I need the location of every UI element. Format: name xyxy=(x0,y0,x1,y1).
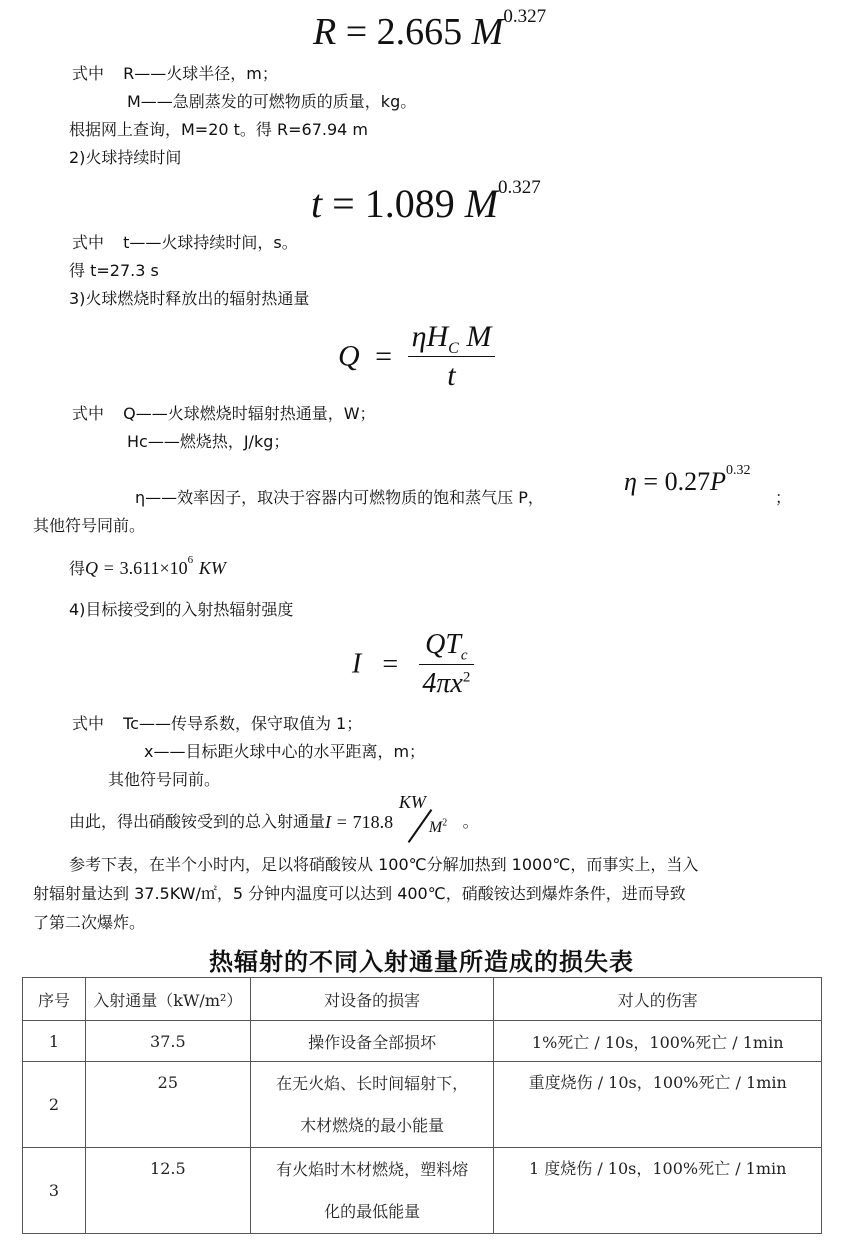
formula4-numsub: c xyxy=(460,647,468,664)
row3-people: 1 度烧伤 / 10s，100%死亡 / 1min xyxy=(494,1148,822,1234)
result-i-eq: = xyxy=(336,812,347,832)
row3-equipment-line1: 有火焰时木材燃烧，塑料熔 xyxy=(276,1159,469,1179)
header-equipment: 对设备的损害 xyxy=(250,978,494,1021)
formula1-eq: = xyxy=(345,11,368,53)
formula3-eq: = xyxy=(375,339,393,373)
result-i xyxy=(69,792,479,842)
row2-people: 重度烧伤 / 10s，100%死亡 / 1min xyxy=(494,1062,822,1148)
row3-equipment xyxy=(250,1148,494,1234)
def3-prefix: 式中 xyxy=(72,404,105,423)
def4-line1 xyxy=(72,714,362,734)
paragraph-line3: 了第二次爆炸。 xyxy=(33,913,146,932)
row1-no: 1 xyxy=(23,1021,86,1062)
row2-flux: 25 xyxy=(85,1062,250,1148)
row2-equipment-line1: 在无火焰、长时间辐射下， xyxy=(276,1073,469,1093)
heading-intensity: 4)目标接受到的入射热辐射强度 xyxy=(69,600,294,619)
result-i-prefix: 由此，得出硝酸铵受到的总入射通量 xyxy=(69,812,326,831)
row2-equipment xyxy=(250,1062,494,1148)
eta-tail: ； xyxy=(775,488,792,507)
def1-line1 xyxy=(72,64,278,84)
row3-no: 3 xyxy=(23,1148,86,1234)
def3-line1 xyxy=(72,404,376,424)
table-header-row xyxy=(23,978,822,1021)
eta-var: P xyxy=(710,467,726,496)
others-same-1: 其他符号同前。 xyxy=(33,516,146,535)
formula4-fraction xyxy=(419,628,473,701)
result-q xyxy=(69,556,226,581)
formula4-den: 4πx xyxy=(422,668,463,699)
def4-others: 其他符号同前。 xyxy=(108,770,221,789)
def3-q: Q——火球燃烧时辐射热通量，W； xyxy=(123,404,376,423)
table-row xyxy=(23,1021,822,1062)
formula4-lhs: I xyxy=(352,648,362,680)
table-row xyxy=(23,1062,822,1148)
result-i-unit xyxy=(398,792,457,842)
formula1-lhs: R xyxy=(313,11,337,53)
header-flux: 入射通量（kW/m²） xyxy=(85,978,250,1021)
formula3-den: t xyxy=(447,359,456,392)
formula1-exp: 0.327 xyxy=(503,6,547,28)
row3-flux: 12.5 xyxy=(85,1148,250,1234)
formula3-lhs: Q xyxy=(338,339,360,373)
def1-mass: M——急剧蒸发的可燃物质的质量，kg。 xyxy=(127,92,417,111)
heading-heat-flux: 3)火球燃烧时释放出的辐射热通量 xyxy=(69,289,310,308)
row1-flux: 37.5 xyxy=(85,1021,250,1062)
eta-coef: 0.27 xyxy=(664,467,711,496)
formula-intensity xyxy=(352,628,474,701)
result-q-value: 3.611×10 xyxy=(119,558,188,578)
formula2-var: M xyxy=(464,181,499,226)
formula4-eq: = xyxy=(382,648,399,680)
formula4-denexp: 2 xyxy=(462,669,471,686)
loss-table xyxy=(22,977,822,1234)
formula1-coef: 2.665 xyxy=(376,11,463,53)
result-q-unit: KW xyxy=(198,558,226,578)
heading-duration: 2)火球持续时间 xyxy=(69,148,182,167)
formula3-h: H xyxy=(426,320,449,353)
formula2-eq: = xyxy=(332,181,355,226)
def2-line xyxy=(72,233,298,253)
result-i-lhs: I xyxy=(325,812,332,832)
paragraph-line1: 参考下表，在半个小时内，足以将硝酸铵从 100℃分解加热到 1000℃，而事实上，当入 xyxy=(69,855,699,874)
formula-efficiency xyxy=(624,463,751,498)
row1-equipment: 操作设备全部损坏 xyxy=(250,1021,494,1062)
def2-prefix: 式中 xyxy=(72,233,105,252)
line-query: 根据网上查询，M=20 t。得 R=67.94 m xyxy=(69,120,369,139)
def1-radius: R——火球半径，m； xyxy=(123,64,278,83)
def4-prefix: 式中 xyxy=(72,714,105,733)
result-i-value: 718.8 xyxy=(352,812,394,832)
header-no: 序号 xyxy=(23,978,86,1021)
paragraph-line2: 射辐射量达到 37.5KW/㎡，5 分钟内温度可以达到 400℃，硝酸铵达到爆炸条件，进而导致 xyxy=(33,884,686,903)
result-i-tail: 。 xyxy=(462,812,479,831)
formula3-m: M xyxy=(466,320,492,353)
result-i-unit-den: M xyxy=(428,819,443,836)
result-q-prefix: 得 xyxy=(69,559,86,578)
def3-hc: Hc——燃烧热，J/kg； xyxy=(127,432,290,451)
result-q-exp: 6 xyxy=(187,554,194,566)
result-q-lhs: Q xyxy=(85,558,99,578)
formula3-fraction xyxy=(408,320,496,393)
def4-x: x——目标距火球中心的水平距离，m； xyxy=(144,742,426,761)
table-row xyxy=(23,1148,822,1234)
formula2-coef: 1.089 xyxy=(364,181,455,226)
row2-equipment-line2: 木材燃烧的最小能量 xyxy=(300,1115,445,1135)
header-people: 对人的伤害 xyxy=(494,978,822,1021)
def3-eta: η——效率因子，取决于容器内可燃物质的饱和蒸气压 P， xyxy=(135,488,544,507)
formula2-lhs: t xyxy=(311,181,323,226)
formula4-num: QT xyxy=(425,629,461,660)
eta-eq: = xyxy=(643,467,659,496)
def2-duration: t——火球持续时间，s。 xyxy=(123,233,298,252)
result-q-eq: = xyxy=(103,558,114,578)
table-title: 热辐射的不同入射通量所造成的损失表 xyxy=(209,948,634,976)
formula3-hsub: C xyxy=(448,340,459,357)
formula-fireball-duration xyxy=(311,176,541,227)
formula1-var: M xyxy=(471,11,504,53)
def4-tc: Tc——传导系数，保守取值为 1； xyxy=(123,714,363,733)
formula2-exp: 0.327 xyxy=(498,176,541,198)
result-i-unit-num: KW xyxy=(398,792,426,812)
row2-no: 2 xyxy=(23,1062,86,1148)
eta-lhs: η xyxy=(624,467,637,496)
row3-equipment-line2: 化的最低能量 xyxy=(324,1201,421,1221)
result-t: 得 t=27.3 s xyxy=(69,261,159,280)
formula-fireball-radius xyxy=(313,6,547,54)
eta-exp: 0.32 xyxy=(725,463,751,479)
def1-prefix: 式中 xyxy=(72,64,105,83)
row1-people: 1%死亡 / 10s，100%死亡 / 1min xyxy=(494,1021,822,1062)
formula3-eta: η xyxy=(411,320,427,353)
result-i-unit-exp: 2 xyxy=(442,817,448,829)
formula-heat-flux xyxy=(338,320,495,393)
